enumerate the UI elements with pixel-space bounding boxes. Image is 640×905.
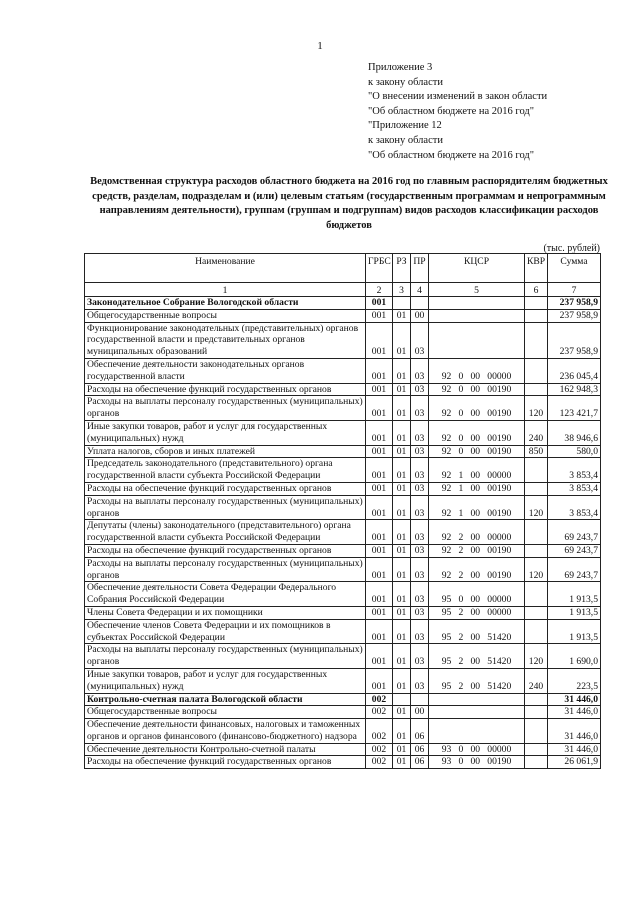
cell-pr: 03 bbox=[411, 445, 429, 458]
cell-sum: 69 243,7 bbox=[548, 520, 601, 545]
cell-kcsr: 95 0 00 00000 bbox=[429, 582, 525, 607]
cell-grbs: 002 bbox=[366, 719, 393, 744]
cell-sum: 31 446,0 bbox=[548, 719, 601, 744]
index-cell: 5 bbox=[429, 283, 525, 297]
cell-grbs: 002 bbox=[366, 756, 393, 769]
cell-sum: 223,5 bbox=[548, 668, 601, 693]
cell-kcsr: 92 1 00 00000 bbox=[429, 458, 525, 483]
table-row bbox=[85, 383, 601, 396]
cell-rz: 01 bbox=[393, 706, 411, 719]
cell-rz: 01 bbox=[393, 719, 411, 744]
cell-kcsr: 92 1 00 00190 bbox=[429, 495, 525, 520]
cell-grbs: 001 bbox=[366, 297, 393, 310]
cell-grbs: 001 bbox=[366, 383, 393, 396]
cell-name: Общегосударственные вопросы bbox=[85, 706, 366, 719]
cell-kcsr: 93 0 00 00000 bbox=[429, 743, 525, 756]
header-rz: РЗ bbox=[393, 254, 411, 283]
header-grbs: ГРБС bbox=[366, 254, 393, 283]
cell-kcsr: 95 2 00 51420 bbox=[429, 668, 525, 693]
table-row bbox=[85, 544, 601, 557]
cell-kvr bbox=[525, 322, 548, 358]
cell-grbs: 001 bbox=[366, 420, 393, 445]
cell-kvr bbox=[525, 756, 548, 769]
table-row bbox=[85, 445, 601, 458]
table-row bbox=[85, 297, 601, 310]
cell-kcsr: 92 0 00 00190 bbox=[429, 383, 525, 396]
cell-kvr bbox=[525, 297, 548, 310]
cell-kvr bbox=[525, 606, 548, 619]
cell-kvr: 120 bbox=[525, 557, 548, 582]
cell-pr: 03 bbox=[411, 520, 429, 545]
cell-kcsr: 95 2 00 51420 bbox=[429, 644, 525, 669]
cell-pr: 06 bbox=[411, 719, 429, 744]
header-sum: Сумма bbox=[548, 254, 601, 283]
cell-grbs: 001 bbox=[366, 668, 393, 693]
cell-pr: 03 bbox=[411, 383, 429, 396]
cell-kcsr: 95 2 00 00000 bbox=[429, 606, 525, 619]
cell-rz: 01 bbox=[393, 420, 411, 445]
appendix-line: "Об областном бюджете на 2016 год" bbox=[368, 105, 535, 117]
cell-pr: 03 bbox=[411, 619, 429, 644]
cell-rz: 01 bbox=[393, 396, 411, 421]
cell-sum: 69 243,7 bbox=[548, 544, 601, 557]
cell-pr: 03 bbox=[411, 557, 429, 582]
header-kvr: КВР bbox=[525, 254, 548, 283]
cell-grbs: 001 bbox=[366, 445, 393, 458]
index-cell: 4 bbox=[411, 283, 429, 297]
table-row bbox=[85, 396, 601, 421]
cell-kcsr bbox=[429, 693, 525, 706]
table-row bbox=[85, 358, 601, 383]
cell-pr: 00 bbox=[411, 706, 429, 719]
cell-grbs: 001 bbox=[366, 482, 393, 495]
cell-kvr bbox=[525, 458, 548, 483]
cell-pr: 03 bbox=[411, 322, 429, 358]
document-title: Ведомственная структура расходов областного бюджета на 2016 год по главным распорядителям бюджетных средств, разделам, подразделам и (или) целевым статьям (государственным программам и непрограммным направлениям деятельности), группам (группам и подгруппам) видов расходов классификации расходов бюджетов bbox=[90, 176, 608, 231]
appendix-header bbox=[368, 61, 547, 163]
table-row bbox=[85, 557, 601, 582]
cell-rz: 01 bbox=[393, 445, 411, 458]
cell-sum: 69 243,7 bbox=[548, 557, 601, 582]
cell-name: Расходы на выплаты персоналу государственных (муниципальных) органов bbox=[85, 396, 366, 421]
cell-kvr bbox=[525, 383, 548, 396]
cell-grbs: 001 bbox=[366, 644, 393, 669]
cell-grbs: 001 bbox=[366, 358, 393, 383]
cell-rz: 01 bbox=[393, 644, 411, 669]
cell-kvr: 120 bbox=[525, 644, 548, 669]
table-row bbox=[85, 644, 601, 669]
cell-kcsr bbox=[429, 322, 525, 358]
cell-sum: 3 853,4 bbox=[548, 458, 601, 483]
table-row bbox=[85, 322, 601, 358]
cell-name: Расходы на выплаты персоналу государственных (муниципальных) органов bbox=[85, 495, 366, 520]
cell-name: Уплата налогов, сборов и иных платежей bbox=[85, 445, 366, 458]
cell-pr: 03 bbox=[411, 644, 429, 669]
table-row bbox=[85, 520, 601, 545]
cell-pr: 03 bbox=[411, 668, 429, 693]
cell-kvr: 240 bbox=[525, 668, 548, 693]
table-row bbox=[85, 482, 601, 495]
units-label: (тыс. рублей) bbox=[543, 243, 600, 254]
cell-sum: 3 853,4 bbox=[548, 482, 601, 495]
cell-pr: 06 bbox=[411, 756, 429, 769]
cell-kcsr: 92 0 00 00190 bbox=[429, 420, 525, 445]
cell-kcsr: 92 2 00 00190 bbox=[429, 544, 525, 557]
cell-rz bbox=[393, 693, 411, 706]
cell-sum: 123 421,7 bbox=[548, 396, 601, 421]
index-cell: 7 bbox=[548, 283, 601, 297]
cell-sum: 3 853,4 bbox=[548, 495, 601, 520]
header-pr: ПР bbox=[411, 254, 429, 283]
table-row bbox=[85, 420, 601, 445]
cell-rz: 01 bbox=[393, 358, 411, 383]
table-row bbox=[85, 706, 601, 719]
cell-grbs: 002 bbox=[366, 706, 393, 719]
appendix-line: к закону области bbox=[368, 134, 443, 146]
cell-kcsr: 92 2 00 00000 bbox=[429, 520, 525, 545]
cell-name: Функционирование законодательных (представительных) органов государственной власти и представительных органов муниципальных образований bbox=[85, 322, 366, 358]
cell-sum: 31 446,0 bbox=[548, 743, 601, 756]
index-cell: 1 bbox=[85, 283, 366, 297]
cell-kvr: 850 bbox=[525, 445, 548, 458]
cell-rz: 01 bbox=[393, 606, 411, 619]
cell-rz: 01 bbox=[393, 309, 411, 322]
cell-rz: 01 bbox=[393, 668, 411, 693]
cell-kcsr: 95 2 00 51420 bbox=[429, 619, 525, 644]
cell-name: Депутаты (члены) законодательного (представительного) органа государственной власти субъекта Российской Федерации bbox=[85, 520, 366, 545]
cell-grbs: 001 bbox=[366, 396, 393, 421]
table-row bbox=[85, 606, 601, 619]
cell-rz: 01 bbox=[393, 619, 411, 644]
cell-grbs: 001 bbox=[366, 619, 393, 644]
appendix-line: Приложение 3 bbox=[368, 62, 433, 73]
appendix-line: "Об областном бюджете на 2016 год" bbox=[368, 149, 535, 161]
cell-name: Обеспечение членов Совета Федерации и их помощников в субъектах Российской Федерации bbox=[85, 619, 366, 644]
cell-grbs: 001 bbox=[366, 520, 393, 545]
cell-pr bbox=[411, 297, 429, 310]
appendix-line: к закону области bbox=[368, 76, 443, 88]
cell-name: Расходы на выплаты персоналу государственных (муниципальных) органов bbox=[85, 644, 366, 669]
budget-table-body bbox=[85, 297, 601, 769]
cell-rz: 01 bbox=[393, 322, 411, 358]
index-cell: 6 bbox=[525, 283, 548, 297]
cell-kvr bbox=[525, 520, 548, 545]
cell-name: Контрольно-счетная палата Вологодской области bbox=[85, 693, 366, 706]
cell-sum: 26 061,9 bbox=[548, 756, 601, 769]
cell-name: Расходы на выплаты персоналу государственных (муниципальных) органов bbox=[85, 557, 366, 582]
cell-grbs: 001 bbox=[366, 606, 393, 619]
cell-grbs: 001 bbox=[366, 544, 393, 557]
cell-rz: 01 bbox=[393, 743, 411, 756]
cell-sum: 1 913,5 bbox=[548, 582, 601, 607]
cell-kcsr: 92 2 00 00190 bbox=[429, 557, 525, 582]
budget-table bbox=[84, 253, 601, 769]
cell-kcsr bbox=[429, 309, 525, 322]
cell-sum: 580,0 bbox=[548, 445, 601, 458]
table-row bbox=[85, 458, 601, 483]
cell-kvr bbox=[525, 693, 548, 706]
cell-sum: 237 958,9 bbox=[548, 309, 601, 322]
cell-sum: 237 958,9 bbox=[548, 297, 601, 310]
cell-kcsr: 92 1 00 00190 bbox=[429, 482, 525, 495]
cell-pr: 03 bbox=[411, 544, 429, 557]
cell-kcsr bbox=[429, 706, 525, 719]
cell-rz: 01 bbox=[393, 756, 411, 769]
cell-kvr bbox=[525, 482, 548, 495]
cell-kvr bbox=[525, 544, 548, 557]
cell-name: Расходы на обеспечение функций государственных органов bbox=[85, 544, 366, 557]
cell-sum: 162 948,3 bbox=[548, 383, 601, 396]
cell-kvr: 120 bbox=[525, 396, 548, 421]
cell-kcsr bbox=[429, 297, 525, 310]
table-row bbox=[85, 495, 601, 520]
cell-pr: 03 bbox=[411, 606, 429, 619]
cell-name: Иные закупки товаров, работ и услуг для государственных (муниципальных) нужд bbox=[85, 420, 366, 445]
cell-name: Обеспечение деятельности Контрольно-счетной палаты bbox=[85, 743, 366, 756]
cell-kcsr: 92 0 00 00000 bbox=[429, 358, 525, 383]
cell-rz bbox=[393, 297, 411, 310]
cell-kcsr: 92 0 00 00190 bbox=[429, 396, 525, 421]
cell-kvr bbox=[525, 358, 548, 383]
cell-name: Обеспечение деятельности Совета Федерации Федерального Собрания Российской Федерации bbox=[85, 582, 366, 607]
cell-sum: 38 946,6 bbox=[548, 420, 601, 445]
cell-pr: 03 bbox=[411, 396, 429, 421]
cell-pr: 03 bbox=[411, 420, 429, 445]
cell-grbs: 002 bbox=[366, 693, 393, 706]
cell-name: Обеспечение деятельности законодательных органов государственной власти bbox=[85, 358, 366, 383]
table-row bbox=[85, 582, 601, 607]
cell-pr: 06 bbox=[411, 743, 429, 756]
cell-pr bbox=[411, 693, 429, 706]
cell-rz: 01 bbox=[393, 582, 411, 607]
table-row bbox=[85, 309, 601, 322]
cell-kvr bbox=[525, 706, 548, 719]
cell-sum: 237 958,9 bbox=[548, 322, 601, 358]
cell-name: Общегосударственные вопросы bbox=[85, 309, 366, 322]
cell-kvr: 120 bbox=[525, 495, 548, 520]
cell-kvr bbox=[525, 309, 548, 322]
cell-grbs: 001 bbox=[366, 495, 393, 520]
index-cell: 3 bbox=[393, 283, 411, 297]
table-row bbox=[85, 693, 601, 706]
cell-pr: 00 bbox=[411, 309, 429, 322]
cell-rz: 01 bbox=[393, 544, 411, 557]
header-name: Наименование bbox=[85, 254, 366, 283]
cell-grbs: 001 bbox=[366, 458, 393, 483]
cell-rz: 01 bbox=[393, 458, 411, 483]
cell-sum: 31 446,0 bbox=[548, 706, 601, 719]
cell-grbs: 001 bbox=[366, 309, 393, 322]
cell-kvr bbox=[525, 719, 548, 744]
cell-kvr: 240 bbox=[525, 420, 548, 445]
cell-grbs: 001 bbox=[366, 582, 393, 607]
cell-rz: 01 bbox=[393, 520, 411, 545]
header-kcsr: КЦСР bbox=[429, 254, 525, 283]
cell-sum: 236 045,4 bbox=[548, 358, 601, 383]
cell-pr: 03 bbox=[411, 582, 429, 607]
cell-pr: 03 bbox=[411, 458, 429, 483]
cell-name: Законодательное Собрание Вологодской области bbox=[85, 297, 366, 310]
table-row bbox=[85, 719, 601, 744]
cell-grbs: 001 bbox=[366, 322, 393, 358]
table-row bbox=[85, 743, 601, 756]
header-row bbox=[85, 254, 601, 283]
index-row bbox=[85, 283, 601, 297]
cell-rz: 01 bbox=[393, 495, 411, 520]
cell-name: Иные закупки товаров, работ и услуг для государственных (муниципальных) нужд bbox=[85, 668, 366, 693]
cell-kcsr bbox=[429, 719, 525, 744]
cell-grbs: 002 bbox=[366, 743, 393, 756]
cell-rz: 01 bbox=[393, 383, 411, 396]
cell-kcsr: 92 0 00 00190 bbox=[429, 445, 525, 458]
cell-kvr bbox=[525, 582, 548, 607]
cell-pr: 03 bbox=[411, 482, 429, 495]
cell-kvr bbox=[525, 619, 548, 644]
cell-sum: 1 913,5 bbox=[548, 606, 601, 619]
cell-pr: 03 bbox=[411, 495, 429, 520]
cell-rz: 01 bbox=[393, 482, 411, 495]
cell-sum: 1 913,5 bbox=[548, 619, 601, 644]
table-row bbox=[85, 756, 601, 769]
cell-pr: 03 bbox=[411, 358, 429, 383]
cell-kvr bbox=[525, 743, 548, 756]
cell-sum: 1 690,0 bbox=[548, 644, 601, 669]
cell-grbs: 001 bbox=[366, 557, 393, 582]
cell-kcsr: 93 0 00 00190 bbox=[429, 756, 525, 769]
appendix-line: "О внесении изменений в закон области bbox=[368, 91, 548, 103]
table-row bbox=[85, 619, 601, 644]
cell-name: Расходы на обеспечение функций государственных органов bbox=[85, 482, 366, 495]
cell-name: Председатель законодательного (представительного) органа государственной власти субъекта Российской Федерации bbox=[85, 458, 366, 483]
cell-name: Обеспечение деятельности финансовых, налоговых и таможенных органов и органов финансового (финансово-бюджетного) надзора bbox=[85, 719, 366, 744]
cell-rz: 01 bbox=[393, 557, 411, 582]
cell-name: Расходы на обеспечение функций государственных органов bbox=[85, 756, 366, 769]
appendix-line: "Приложение 12 bbox=[368, 120, 442, 132]
cell-sum: 31 446,0 bbox=[548, 693, 601, 706]
page-number: 1 bbox=[317, 40, 323, 52]
index-cell: 2 bbox=[366, 283, 393, 297]
cell-name: Члены Совета Федерации и их помощники bbox=[85, 606, 366, 619]
cell-name: Расходы на обеспечение функций государственных органов bbox=[85, 383, 366, 396]
table-row bbox=[85, 668, 601, 693]
